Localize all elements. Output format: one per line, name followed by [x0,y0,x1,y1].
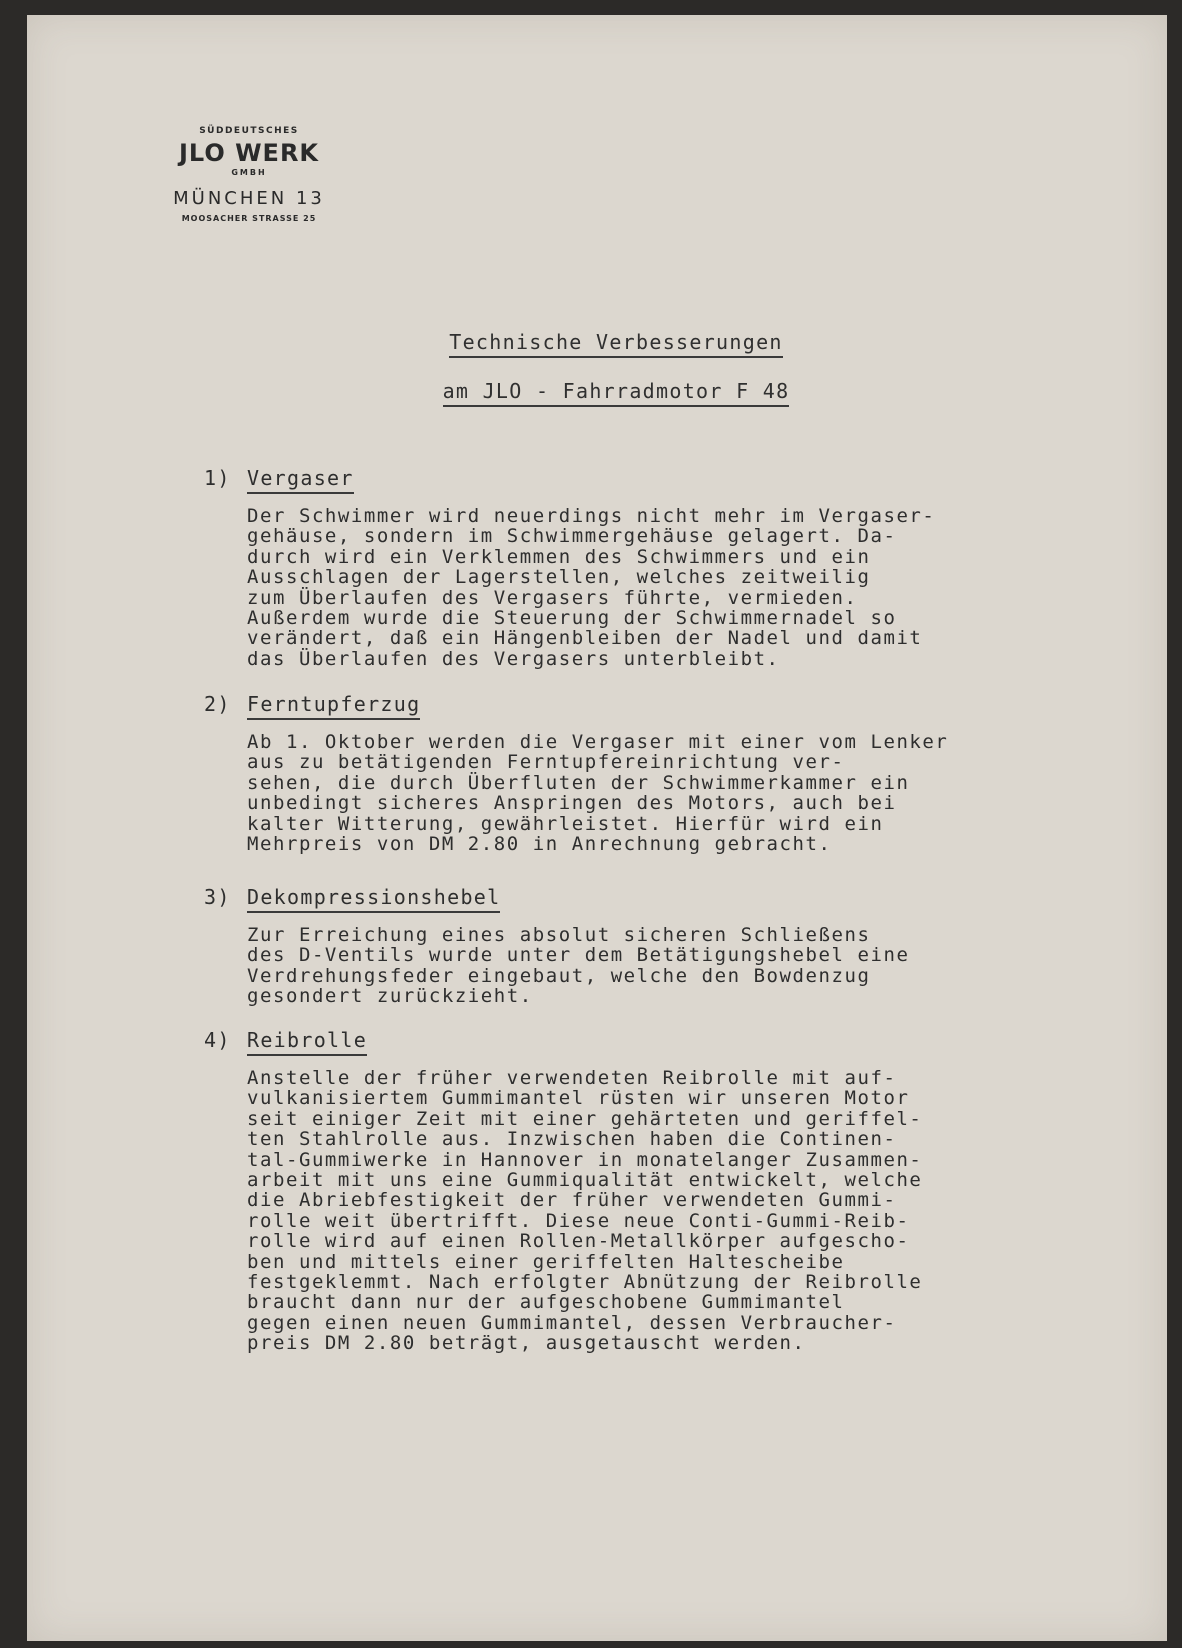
section-vergaser [204,465,1004,669]
section-heading [204,884,1004,913]
section-title: Dekompressionshebel [247,884,500,913]
company-street: MOOSACHER STRASSE 25 [181,214,317,223]
section-heading [204,1027,1004,1056]
section-body: Der Schwimmer wird neuerdings nicht mehr im Vergaser- gehäuse, sondern im Schwimmergehäuse gelagert. Da- durch wird ein Verklemmen des Schwimmers und ein Ausschlagen der Lagerstellen, welches zeitweilig zum Überlaufen des Vergasers führte, vermieden. Außerdem wurde die Steuerung der Schwimmernadel so verändert, daß ein Hängenbleiben der Nadel und damit das Überlaufen des Vergasers unterbleibt. [247,505,936,670]
title-text-1: Technische Verbesserungen [449,330,783,358]
section-reibrolle [204,1027,1004,1354]
section-title: Reibrolle [247,1027,367,1056]
title-text-2: am JLO - Fahrradmotor F 48 [443,379,790,407]
section-number: 1) [204,466,231,490]
section-dekompressionshebel [204,884,1004,1007]
section-body: Anstelle der früher verwendeten Reibrolle mit auf- vulkanisiertem Gummimantel rüsten wir unseren Motor seit einiger Zeit mit einer gehärteten und geriffel- ten Stahlrolle aus. Inzwischen haben die Continen- tal-Gummiwerke in Hannover in monatelanger Zusammen- arbeit mit uns eine Gummiqualität entwickelt, welche die Abriebfestigkeit der früher verwendeten Gummi- rolle weit übertrifft. Diese neue Conti-Gummi-Reib- rolle wird auf einen Rollen-Metallkörper aufgescho- ben und mittels einer geriffelten Haltescheibe festgeklemmt. Nach erfolgter Abnützung der Reibrolle braucht dann nur der aufgeschobene Gummimantel gegen einen neuen Gummimantel, dessen Verbraucher- preis DM 2.80 beträgt, ausgetauscht werden. [247,1067,923,1355]
section-number: 4) [204,1028,231,1052]
company-name: JLO WERK [178,139,320,167]
section-number: 3) [204,885,231,909]
section-body: Zur Erreichung eines absolut sicheren Schließens des D-Ventils wurde unter dem Betätigungshebel eine Verdrehungsfeder eingebaut, welche den Bowdenzug gesondert zurückzieht. [247,924,910,1008]
letterhead [161,125,337,225]
company-city: MÜNCHEN 13 [173,188,325,209]
document-title-line-1 [46,330,1182,358]
letterhead-tagline: SÜDDEUTSCHES [199,126,299,136]
section-title: Ferntupferzug [247,691,420,720]
company-legal-form: GMBH [231,168,267,177]
section-title: Vergaser [247,465,354,494]
section-heading [204,691,1004,720]
section-body: Ab 1. Oktober werden die Vergaser mit einer vom Lenker aus zu betätigenden Ferntupfereinrichtung ver- sehen, die durch Überfluten der Schwimmerkammer ein unbedingt sicheres Anspringen des Motors, auch bei kalter Witterung, gewährleistet. Hierfür wird ein Mehrpreis von DM 2.80 in Anrechnung gebracht. [247,731,949,856]
section-number: 2) [204,692,231,716]
document-title-line-2 [46,379,1182,407]
section-heading [204,465,1004,494]
section-ferntupferzug [204,691,1004,854]
document-page [27,15,1167,1641]
